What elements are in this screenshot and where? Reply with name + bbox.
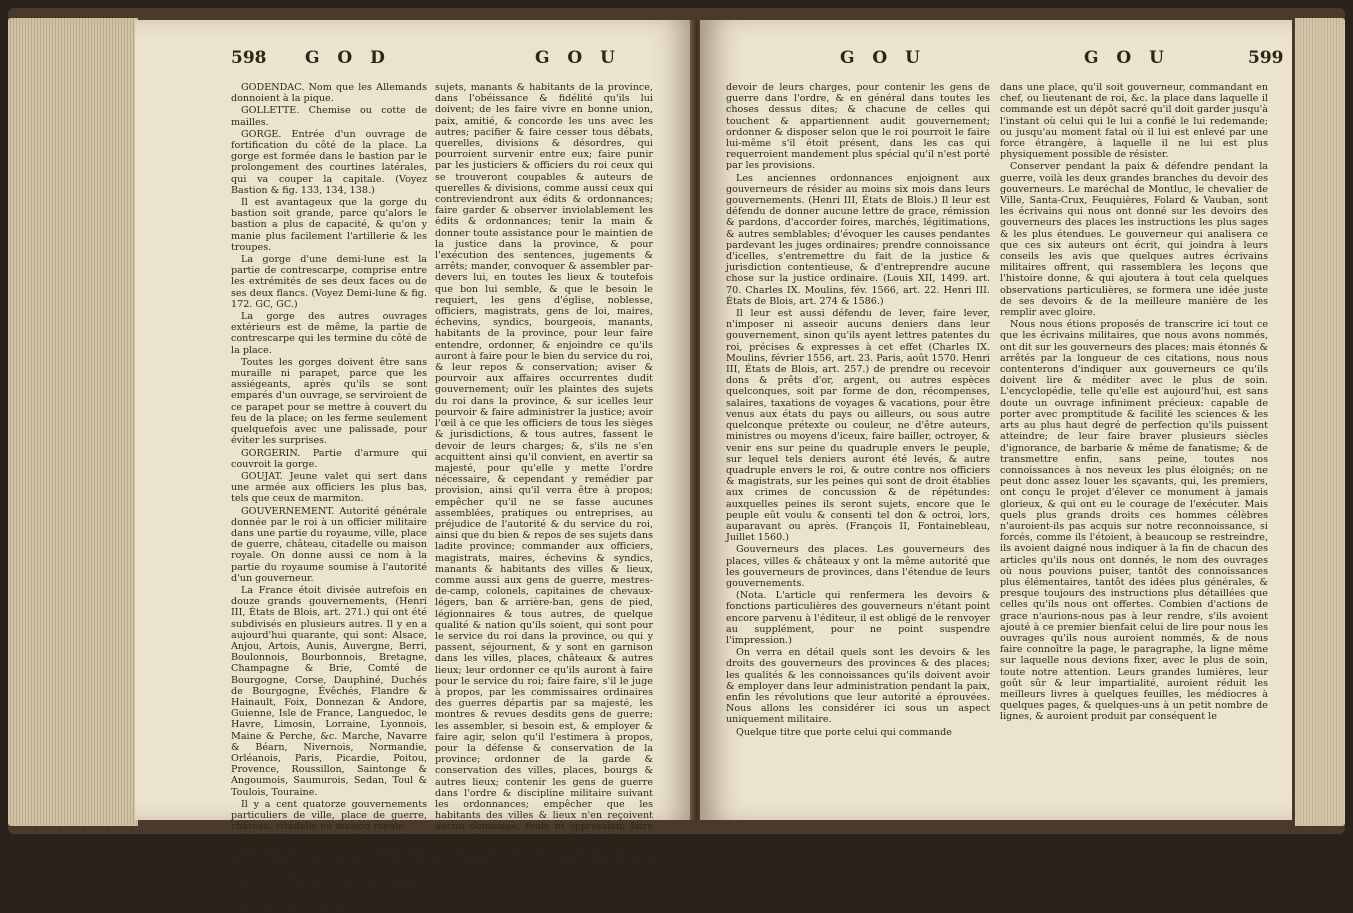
paragraph: La gorge d'une demi-lune est la partie de contrescarpe, comprise entre les extrémités de ses deux faces ou de ses deux flancs. (Voyez Demi-lune & fig. 172. GC, GC.) bbox=[231, 254, 427, 310]
running-head-left: G O D bbox=[305, 48, 391, 68]
paragraph: GOLLETTE. Chemise ou cotte de mailles. bbox=[231, 105, 427, 128]
paragraph: GOUJAT. Jeune valet qui sert dans une armée aux officiers les plus bas, tels que ceux de marmiton. bbox=[231, 470, 427, 505]
paragraph: Conserver pendant la paix & défendre pendant la guerre, voilà les deux grandes branches du devoir des gouverneurs. Le maréchal de Montluc, le chevalier de Ville, Santa-Crux, Feuquières, Folard & Vauban, sont les écrivains qui nous ont donné sur les devoirs des gouverneurs des places les instructions les plus sages & les plus étendues. Le gouverneur qui analisera ce que ces six auteurs ont écrit, qui joindra à leurs conseils les avis que quelques autres écrivains militaires offrent, qui rassemblera les leçons que l'histoire donne, & qui ajoutera à tout cela quelques observations particulières, se formera une idée juste de ses devoirs & de la meilleure manière de les remplir avec gloire. bbox=[1000, 161, 1268, 319]
paragraph: La France étoit divisée autrefois en douze grands gouvernements, (Henri III, États de Blois, art. 271.) qui ont été subdivisés en plusieurs autres. Il y en a aujourd'hui quarante, qui sont: Alsace, Anjou, Artois, Aunis, Auvergne, Berri, Boulonnois, Bourbonnois, Bretagne, Champagne & Brie, Comté de Bourgogne, Corse, Dauphiné, Duchés de Bourgogne, Évêchés, Flandre & Hainault, Foix, Donnezan & Andore, Guienne, Isle de France, Languedoc, le Havre, Limosin, Lorraine, Lyonnois, Maine & Perche, &c. Marche, Navarre & Béarn, Nivernois, Normandie, Orléanois, Paris, Picardie, Poitou, Provence, Roussillon, Saintonge & Angoumois, Saumurois, Sedan, Toul & Toulois, Touraine. bbox=[231, 584, 427, 798]
running-head-left: G O U bbox=[840, 48, 926, 68]
paragraph: Quelque titre que porte celui qui commande bbox=[736, 726, 952, 738]
paragraph: On verra en détail quels sont les devoirs & les droits des gouverneurs des provinces & des places; les qualités & les connoissances qu'ils doivent avoir & employer dans leur administration pendant la paix, enfin les révolutions que leur autorité a éprouvées. Nous allons les considérer ici sous un aspect uniquement militaire. bbox=[726, 647, 990, 726]
paragraph: Les anciennes ordonnances enjoignent aux gouverneurs de résider au moins six mois dans leurs gouvernements. (Henri III, États de Blois.) Il leur est défendu de donner aucune lettre de grace, rémission & pardons, d'accorder foires, marchés, légitimations, & autres semblables; d'évoquer les causes pendantes pardevant les juges ordinaires; prendre connoissance d'icelles, s'entremettre du fait de la justice & jurisdiction contentieuse, & d'entreprendre aucune chose sur la justice ordinaire. (Louis XII, 1499. art. 70. Charles IX. Moulins, fév. 1566, art. 22. Henri III. États de Blois, art. 274 & 1586.) bbox=[726, 172, 990, 307]
paragraph: Il est enjoint aux gouverneurs-généraux des provinces, de contenir sous l'autorité du roi les bbox=[231, 879, 427, 913]
page-number: 598 bbox=[231, 48, 267, 68]
running-head-right: G O U bbox=[535, 48, 621, 68]
text-column-1 bbox=[726, 82, 990, 802]
paragraph: La gorge des autres ouvrages extérieurs est de même, la partie de contrescarpe qui les termine du côté de la place. bbox=[231, 311, 427, 356]
paragraph: sujets, manants & habitants de la province, dans l'obéissance & fidélité qu'ils lui doivent; de les faire vivre en bonne union, paix, amitié, & concorde les uns avec les autres; pacifier & faire cesser tous débats, querelles, divisions & désordres, qui pourroient survenir entre eux; faire punir par les justiciers & officiers du roi ceux qui se trouveront coupables & auteurs de querelles & divisions, comme aussi ceux qui contreviendront aux édits & ordonnances; faire garder & observer inviolablement les édits & ordonnances; tenir la main & donner toute assistance pour le maintien de la justice dans la province, & pour l'exécution des sentences, jugements & arrêts; mander, convoquer & assembler par-devers lui, en toutes les lieux & toutefois que bon lui semble, & que le besoin le requiert, les gens d'église, noblesse, officiers, magistrats, gens de loi, maires, échevins, syndics, bourgeois, manants, habitants de la province, pour leur faire entendre, ordonner, & enjoindre ce qu'ils auront à faire pour le bien du service du roi, & leur repos & conservation; aviser & pourvoir aux affaires occurrentes dudit gouvernement; ouïr les plaintes des sujets du roi dans la province, & sur icelles leur pourvoir & faire administrer la justice; avoir l'œil à ce que les officiers de tous les sièges & jurisdictions, & tous autres, fassent le devoir de leurs charges; &, s'ils ne s'en acquittent ainsi qu'il convient, en avertir sa majesté, pour qu'elle y mette l'ordre nécessaire, & cependant y remédier par provision, ainsi qu'il verra être à propos; empêcher qu'il ne se fasse aucunes assemblées, pratiques ou entreprises, au préjudice de l'autorité & du service du roi, ainsi que du bien & repos de ses sujets dans ladite province; commander aux officiers, magistrats, maires, échevins & syndics, manants & habitants des villes & lieux, comme aussi aux gens de guerre, mestres-de-camp, colonels, capitaines de chevaux-légers, ban & arrière-ban, gens de pied, légionnaires & tous autres, de quelque qualité & nation qu'ils soient, qui sont pour le service du roi dans la province, ou qui y passent, séjournent, & y sont en garnison dans les villes, places, châteaux & autres lieux; leur ordonner ce qu'ils auront à faire pour le service du roi; faire faire, s'il le juge à propos, par les commissaires ordinaires des guerres départis par sa majesté, les montres & revues desdits gens de guerre; les assembler, si besoin est, & employer & faire agir, selon qu'il l'estimera à propos, pour la défense & conservation de la province; ordonner de la garde & conservation des villes, places, bourgs & autres lieux; contenir les gens de guerre dans l'ordre & discipline militaire suivant les ordonnances; empêcher que les habitants des villes & lieux n'en reçoivent aucun dommage, foule ni oppression; faire incontinent punir & châtier ceux qui entreprendront quelque chose au contraire; faire agir les prévôts & autres officiers selon le bbox=[435, 82, 653, 878]
paragraph: GORGE. Entrée d'un ouvrage de fortification du côté de la place. La gorge est formée dans le bastion par le prolongement des courtines latérales, qui va couper la capitale. (Voyez Bastion & fig. 133, 134, 138.) bbox=[231, 128, 427, 196]
paragraph: GODENDAC. Nom que les Allemands donnoient à la pique. bbox=[231, 82, 427, 105]
text-column-2 bbox=[1000, 82, 1268, 802]
paragraph: Gouverneurs des places. Les gouverneurs des places, villes & châteaux y ont la même autorité que les gouverneurs de provinces, dans l'étendue de leurs gouvernements. bbox=[726, 544, 990, 589]
paragraph: Nous nous étions proposés de transcrire ici tout ce que les écrivains militaires, que nous avons nommés, ont dit sur les gouverneurs des places; mais étonnés & arrêtés par la longueur de ces citations, nous nous contenterons d'indiquer aux gouverneurs ce qu'ils doivent lire & méditer avec le plus de soin. L'encyclopédie, telle qu'elle est aujourd'hui, est sans doute un ouvrage infiniment précieux: capable de porter avec promptitude & facilité les sciences & les arts au plus haut degré de perfection qu'ils puissent atteindre; de leur faire braver plusieurs siècles d'ignorance, de barbarie & même de fanatisme; & de transmettre enfin, sans peine, toutes nos connoissances à nos neveux les plus éloignés; on ne peut donc assez louer les sçavants, qui, les premiers, ont conçu le projet d'élever ce monument à jamais glorieux, & qui ont eu le courage de l'exécuter. Mais quels plus grands droits ces hommes célèbres n'auroient-ils pas acquis sur notre reconnoissance, si forcés, comme ils l'étoient, à beaucoup se restreindre, ils avoient daigné nous indiquer à la fin de chacun des articles qu'ils nous ont donnés, le nom des ouvrages où nous pouvions puiser, tantôt des connoissances plus élémentaires, tantôt des idées plus générales, & presque toujours des instructions plus détaillées que celles qu'ils nous ont offertes. Combien d'actions de grace n'aurions-nous pas à leur rendre, s'ils avoient ajouté à ce premier bienfait celui de lire pour nous les ouvrages qu'ils nous auroient nommés, & de nous faire connoître la page, le paragraphe, la ligne même sur laquelle nous devions fixer, avec le plus de soin, toute notre attention. Leurs grandes lumières, leur goût sûr & leur impartialité, auroient réduit les meilleurs livres à quelques feuilles, les médiocres à quelques pages, & quelques-uns à un petit nombre de lignes, & auroient produit par conséquent le bbox=[1000, 319, 1268, 723]
paragraph: Toutes les gorges doivent être sans muraille ni parapet, parce que les assiégeants, après qu'ils se sont emparés d'un ouvrage, se serviroient de ce parapet pour se mettre à couvert du feu de la place; on les ferme seulement quelquefois avec une palissade, pour éviter les surprises. bbox=[231, 356, 427, 447]
paragraph: (Nota. L'article qui renfermera les devoirs & fonctions particulières des gouverneurs n'étant point encore parvenu à l'éditeur, il est obligé de le renvoyer au supplément, pour ne point suspendre l'impression.) bbox=[726, 590, 990, 646]
paragraph: devoir de leurs charges, pour contenir les gens de guerre dans l'ordre, & en général dans toutes les choses dessus dites; & chacune de celles qui touchent & appartiennent audit gouvernement; ordonner & disposer selon que le roi pourroit le faire lui-même s'il étoit présent, dans les cas qui requerroient mandement plus spécial qu'il n'est porté par les provisions. bbox=[726, 82, 990, 172]
text-column-2 bbox=[435, 82, 653, 878]
right-page-stack bbox=[1295, 18, 1345, 826]
paragraph: GOUVERNEUR. Officier militaire qui commande pour le roi dans une partie du royaume, ville, château, citadelle, place de guerre ou maison royale. bbox=[231, 833, 427, 879]
paragraph: Il leur est aussi défendu de lever, faire lever, n'imposer ni asseoir aucuns deniers dans leur gouvernement, sinon qu'ils ayent lettres patentes du roi, précises & expresses à cet effet (Charles IX. Moulins, février 1556, art. 23. Paris, août 1570. Henri III, États de Blois, art. 257.) de prendre ou recevoir dons & prêts d'or, argent, ou autres espèces quelconques, soit par forme de don, récompenses, salaires, taxations de voyages & vacations, pour être venus aux états du pays ou ailleurs, ou sous autre quelconque prétexte ou couleur, ne d'être auteurs, ministres ou moyens d'iceux, faire bailler, octroyer, & venir ens sur peine du quadruple envers le peuple, sur lequel tels deniers auront été levés, & autre quadruple envers le roi, & outre contre nos officiers & magistrats, sur les peines qui sont de droit établies aux crimes de concussion & de répétundes: auxquelles peines ils seront sujets, encore que le peuple eût voulu & consenti tel don & octroi, lors, auparavant ou après. (François II, Fontainebleau, Juillet 1560.) bbox=[726, 308, 990, 544]
left-page bbox=[135, 20, 695, 913]
running-head-right: G O U bbox=[1084, 48, 1170, 68]
paragraph: Il y a cent quatorze gouvernements particuliers de ville, place de guerre, château, citadelle ou maison royale. bbox=[231, 798, 427, 833]
page-number: 599 bbox=[1248, 48, 1284, 68]
right-page bbox=[700, 20, 1292, 820]
left-page-stack bbox=[8, 18, 138, 826]
paragraph: Il est avantageux que la gorge du bastion soit grande, parce qu'alors le bastion a plus de capacité, & qu'on y manie plus facilement l'artillerie & les troupes. bbox=[231, 197, 427, 253]
paragraph: dans une place, qu'il soit gouverneur, commandant en chef, ou lieutenant de roi, &c. la place dans laquelle il commande est un dépôt sacré qu'il doit garder jusqu'à l'instant où celui qui le lui a confié le lui redemande; ou jusqu'au moment fatal où il lui est enlevé par une force étrangère, à laquelle il ne lui est plus physiquement possible de résister. bbox=[1000, 82, 1268, 161]
paragraph: GOUVERNEMENT. Autorité générale donnée par le roi à un officier militaire dans une partie du royaume, ville, place de guerre, château, citadelle ou maison royale. On donne aussi ce nom à la partie du royaume soumise à l'autorité d'un gouverneur. bbox=[231, 505, 427, 584]
text-column-1 bbox=[231, 82, 427, 913]
paragraph: GORGERIN. Partie d'armure qui couvroit la gorge. bbox=[231, 447, 427, 470]
